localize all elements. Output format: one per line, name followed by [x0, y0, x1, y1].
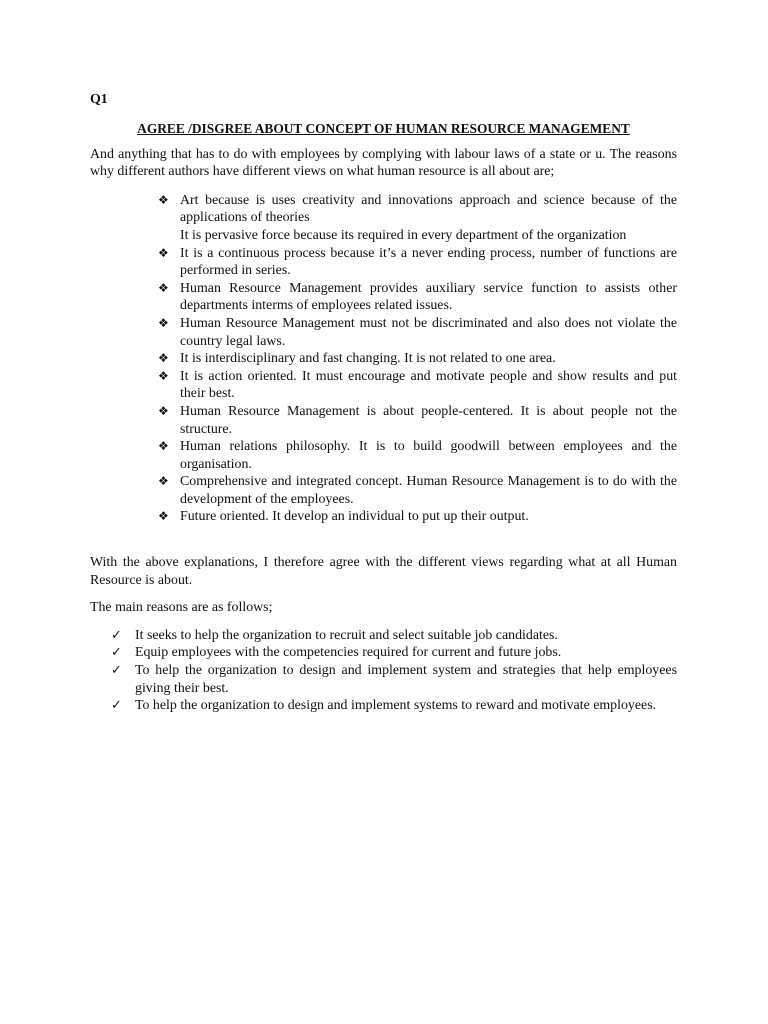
list-item-text: To help the organization to design and implement system and strategies that help employees giving their best.: [135, 663, 677, 696]
reasons-intro: The main reasons are as follows;: [90, 600, 273, 616]
list-item-text: Human Resource Management must not be discriminated and also does not violate the country legal laws.: [180, 315, 677, 349]
diamond-bullet-icon: ❖: [158, 439, 169, 454]
diamond-bullet-icon: ❖: [158, 315, 169, 330]
checkmark-list: [90, 627, 677, 715]
diamond-bullet-icon: ❖: [158, 474, 169, 489]
list-item: [158, 280, 677, 315]
list-item: [111, 644, 677, 662]
list-item-text: Equip employees with the competencies required for current and future jobs.: [135, 645, 562, 661]
list-item-text: Future oriented. It develop an individual to put up their output.: [180, 509, 529, 525]
list-item: [158, 473, 677, 508]
list-item: [111, 662, 677, 697]
list-item-text: Human relations philosophy. It is to build goodwill between employees and the organisation.: [180, 439, 677, 472]
list-item-text: Comprehensive and integrated concept. Human Resource Management is to do with the development of the employees.: [180, 474, 677, 507]
list-item: [158, 245, 677, 280]
checkmark-icon: ✓: [111, 663, 122, 679]
list-item: [158, 350, 677, 368]
intro-paragraph: And anything that has to do with employees by complying with labour laws of a state or u. The reasons why different authors have different views on what human resource is all about are;: [90, 146, 677, 180]
list-item-text: It is a continuous process because it’s a never ending process, number of functions are performed in series.: [180, 245, 677, 279]
list-item-text: It is action oriented. It must encourage and motivate people and show results and put their best.: [180, 368, 677, 402]
list-item: [158, 315, 677, 350]
list-item-text: It seeks to help the organization to recruit and select suitable job candidates.: [135, 627, 558, 643]
checkmark-icon: ✓: [111, 627, 122, 643]
list-item-text: Human Resource Management provides auxiliary service function to assists other departments interms of employees related issues.: [180, 280, 677, 314]
diamond-bullet-icon: ❖: [158, 280, 169, 295]
list-item: [111, 627, 677, 645]
list-item-text: Art because is uses creativity and innovations approach and science because of the applications of theories: [180, 192, 677, 226]
conclusion-paragraph: With the above explanations, I therefore agree with the different views regarding what at all Human Resource is about.: [90, 555, 677, 588]
diamond-bullet-icon: ❖: [158, 368, 169, 383]
list-item: [158, 403, 677, 438]
list-item: [158, 192, 677, 245]
diamond-bullet-list: [90, 192, 677, 526]
diamond-bullet-icon: ❖: [158, 403, 169, 418]
checkmark-icon: ✓: [111, 698, 122, 714]
list-item: [111, 697, 677, 715]
checkmark-icon: ✓: [111, 645, 122, 661]
diamond-bullet-icon: ❖: [158, 245, 169, 260]
diamond-bullet-icon: ❖: [158, 509, 169, 524]
list-item: [158, 368, 677, 403]
list-item: [158, 438, 677, 473]
document-page: [90, 91, 677, 715]
list-item: [158, 508, 677, 526]
diamond-bullet-icon: ❖: [158, 351, 169, 366]
diamond-bullet-icon: ❖: [158, 192, 169, 207]
document-title: AGREE /DISGREE ABOUT CONCEPT OF HUMAN RESOURCE MANAGEMENT: [137, 121, 630, 136]
list-item-text: To help the organization to design and implement systems to reward and motivate employees.: [135, 698, 657, 714]
list-item-text: It is interdisciplinary and fast changing. It is not related to one area.: [180, 351, 556, 367]
question-label: Q1: [90, 92, 108, 107]
list-item-subline: It is pervasive force because its required in every department of the organization: [180, 227, 627, 243]
list-item-text: Human Resource Management is about people-centered. It is about people not the structure.: [180, 403, 677, 437]
